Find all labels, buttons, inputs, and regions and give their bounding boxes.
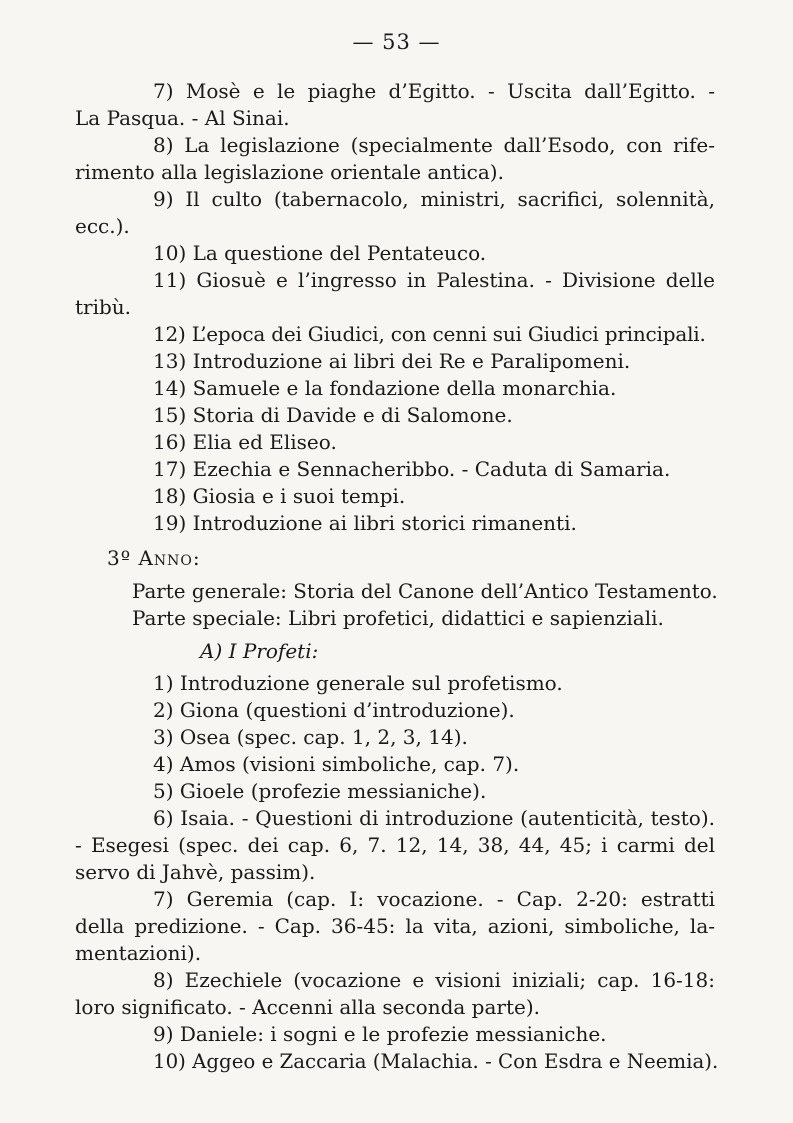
text-line: mentazioni). [75, 941, 202, 965]
text-line: 12) L’epoca dei Giudici, con cenni sui Giudici principali. [153, 322, 706, 346]
text-line: 5) Gioele (profezie messianiche). [153, 779, 487, 803]
text-line: 18) Giosia e i suoi tempi. [153, 484, 406, 508]
text-line: 3) Osea (spec. cap. 1, 2, 3, 14). [153, 725, 468, 749]
text-line: 14) Samuele e la fondazione della monarchia. [153, 376, 617, 400]
text-line: 13) Introduzione ai libri dei Re e Paralipomeni. [153, 349, 631, 373]
text-line: 15) Storia di Davide e di Salomone. [153, 403, 513, 427]
text-line: della predizione. - Cap. 36-45: la vita, azioni, simboliche, la- [75, 914, 715, 938]
text-line: 16) Elia ed Eliseo. [153, 430, 337, 454]
text-line: tribù. [75, 295, 132, 319]
text-line: 8) La legislazione (specialmente dall’Esodo, con rife- [153, 133, 715, 157]
text-line: rimento alla legislazione orientale antica). [75, 160, 504, 184]
text-line: 19) Introduzione ai libri storici rimanenti. [153, 511, 577, 535]
text-line: 4) Amos (visioni simboliche, cap. 7). [153, 752, 520, 776]
text-line: 8) Ezechiele (vocazione e visioni iniziali; cap. 16-18: [153, 968, 715, 992]
text-line: 9) Il culto (tabernacolo, ministri, sacrifici, solennità, [153, 187, 715, 211]
text-line: 17) Ezechia e Sennacheribbo. - Caduta di Samaria. [153, 457, 671, 481]
page-number: — 53 — [352, 30, 441, 54]
text-line: 1) Introduzione generale sul profetismo. [153, 671, 563, 695]
text-line: loro significato. - Accenni alla seconda parte). [75, 995, 540, 1019]
subsection-heading: A) I Profeti: [200, 639, 319, 663]
section-heading: 3º Anno: [107, 546, 201, 570]
text-line: 7) Mosè e le piaghe d’Egitto. - Uscita dall’Egitto. - [153, 79, 715, 103]
text-line: 6) Isaia. - Questioni di introduzione (autenticità, testo). [153, 806, 715, 830]
text-line: servo di Jahvè, passim). [75, 860, 316, 884]
text-line: 2) Giona (questioni d’introduzione). [153, 698, 515, 722]
text-line: ecc.). [75, 214, 130, 238]
text-line: 10) La questione del Pentateuco. [153, 241, 487, 265]
text-line: 9) Daniele: i sogni e le profezie messianiche. [153, 1022, 607, 1046]
text-line: 10) Aggeo e Zaccaria (Malachia. - Con Esdra e Neemia). [153, 1049, 719, 1073]
text-line: Parte speciale: Libri profetici, didattici e sapienziali. [132, 606, 664, 630]
text-line: 7) Geremia (cap. I: vocazione. - Cap. 2-20: estratti [153, 887, 715, 911]
text-line: - Esegesi (spec. dei cap. 6, 7. 12, 14, 38, 44, 45; i carmi del [75, 833, 715, 857]
text-line: La Pasqua. - Al Sinai. [75, 106, 290, 130]
text-line: Parte generale: Storia del Canone dell’Antico Testamento. [132, 579, 718, 603]
text-line: 11) Giosuè e l’ingresso in Palestina. - Divisione delle [153, 268, 715, 292]
